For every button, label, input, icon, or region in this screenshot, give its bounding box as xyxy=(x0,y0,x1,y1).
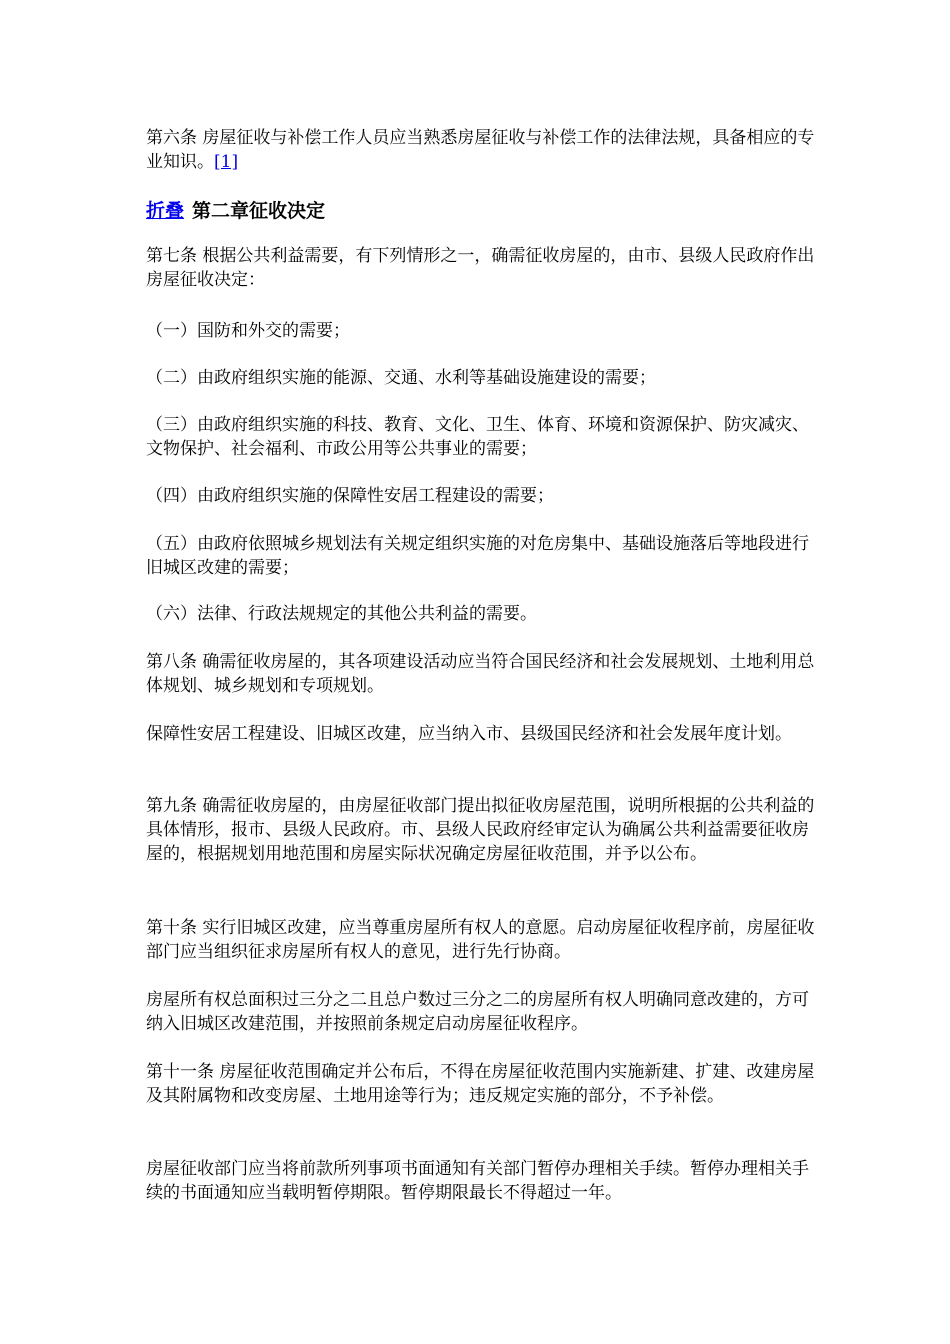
article-7-item-1: （一）国防和外交的需要； xyxy=(146,321,350,341)
article-7: 第七条 根据公共利益需要，有下列情形之一，确需征收房屋的，由市、县级人民政府作出房屋征收决定： xyxy=(146,246,815,290)
article-7-item-6: （六）法律、行政法规规定的其他公共利益的需要。 xyxy=(146,604,537,624)
footnote-ref-link[interactable]: [1] xyxy=(214,152,239,172)
article-10: 第十条 实行旧城区改建，应当尊重房屋所有权人的意愿。启动房屋征收程序前，房屋征收部门应当组织征求房屋所有权人的意见，进行先行协商。 xyxy=(146,918,815,962)
article-7-item-5: （五）由政府依照城乡规划法有关规定组织实施的对危房集中、基础设施落后等地段进行旧城区改建的需要； xyxy=(146,534,809,578)
fold-link[interactable]: 折叠 xyxy=(146,200,185,222)
article-8-para-2: 保障性安居工程建设、旧城区改建，应当纳入市、县级国民经济和社会发展年度计划。 xyxy=(146,724,792,744)
chapter-title: 第二章征收决定 xyxy=(192,200,326,222)
article-7-item-2: （二）由政府组织实施的能源、交通、水利等基础设施建设的需要； xyxy=(146,368,656,388)
article-9: 第九条 确需征收房屋的，由房屋征收部门提出拟征收房屋范围，说明所根据的公共利益的具体情形，报市、县级人民政府。市、县级人民政府经审定认为确属公共利益需要征收房屋的，根据规划用地范围和房屋实际状况确定房屋征收范围，并予以公布。 xyxy=(146,796,815,864)
article-7-item-4: （四）由政府组织实施的保障性安居工程建设的需要； xyxy=(146,486,554,506)
article-10-para-2: 房屋所有权总面积过三分之二且总户数过三分之二的房屋所有权人明确同意改建的，方可纳入旧城区改建范围，并按照前条规定启动房屋征收程序。 xyxy=(146,990,809,1034)
article-7-item-3: （三）由政府组织实施的科技、教育、文化、卫生、体育、环境和资源保护、防灾减灾、文物保护、社会福利、市政公用等公共事业的需要； xyxy=(146,415,809,459)
article-11: 第十一条 房屋征收范围确定并公布后，不得在房屋征收范围内实施新建、扩建、改建房屋及其附属物和改变房屋、土地用途等行为；违反规定实施的部分，不予补偿。 xyxy=(146,1062,815,1106)
chapter-heading xyxy=(146,198,325,224)
article-8: 第八条 确需征收房屋的，其各项建设活动应当符合国民经济和社会发展规划、土地利用总体规划、城乡规划和专项规划。 xyxy=(146,652,815,696)
article-11-para-2: 房屋征收部门应当将前款所列事项书面通知有关部门暂停办理相关手续。暂停办理相关手续的书面通知应当载明暂停期限。暂停期限最长不得超过一年。 xyxy=(146,1159,809,1203)
article-6: 第六条 房屋征收与补偿工作人员应当熟悉房屋征收与补偿工作的法律法规，具备相应的专业知识。[1] xyxy=(146,128,815,172)
